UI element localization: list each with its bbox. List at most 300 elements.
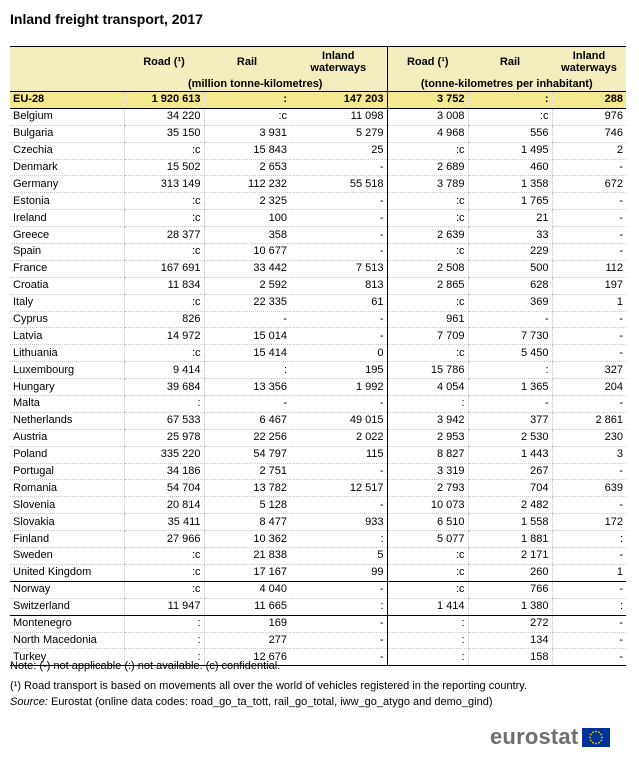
country-cell: Malta <box>10 396 124 413</box>
value-cell: 2 639 <box>387 227 468 244</box>
value-cell: 6 467 <box>204 412 290 429</box>
value-cell: 2 865 <box>387 277 468 294</box>
table-row <box>10 244 626 261</box>
table-row <box>10 142 626 159</box>
value-cell: 639 <box>552 480 626 497</box>
value-cell: 4 968 <box>387 125 468 142</box>
value-cell: 204 <box>552 379 626 396</box>
value-cell: 12 676 <box>204 649 290 666</box>
value-cell: 976 <box>552 108 626 125</box>
value-cell: 369 <box>468 294 552 311</box>
country-cell: Luxembourg <box>10 362 124 379</box>
flag-star <box>590 739 592 741</box>
header-rail: Rail <box>204 47 290 78</box>
value-cell: 2 530 <box>468 429 552 446</box>
country-cell: France <box>10 260 124 277</box>
value-cell: :c <box>124 564 204 581</box>
value-cell: 500 <box>468 260 552 277</box>
table-row <box>10 396 626 413</box>
value-cell: - <box>204 311 290 328</box>
value-cell: - <box>468 396 552 413</box>
value-cell: 115 <box>290 446 387 463</box>
notes <box>10 658 527 710</box>
table-row <box>10 581 626 598</box>
table-row <box>10 108 626 125</box>
value-cell: 27 966 <box>124 531 204 548</box>
value-cell: 7 709 <box>387 328 468 345</box>
value-cell: 961 <box>387 311 468 328</box>
value-cell: 2 592 <box>204 277 290 294</box>
value-cell: 35 150 <box>124 125 204 142</box>
value-cell: :c <box>124 193 204 210</box>
value-cell: - <box>552 227 626 244</box>
value-cell: :c <box>124 142 204 159</box>
value-cell: - <box>290 396 387 413</box>
value-cell: 55 518 <box>290 176 387 193</box>
value-cell: - <box>552 581 626 598</box>
table-row <box>10 497 626 514</box>
value-cell: 21 <box>468 210 552 227</box>
value-cell: : <box>204 362 290 379</box>
value-cell: 1 443 <box>468 446 552 463</box>
value-cell: - <box>552 159 626 176</box>
country-cell: Germany <box>10 176 124 193</box>
table-row <box>10 260 626 277</box>
value-cell: 377 <box>468 412 552 429</box>
value-cell: : <box>552 598 626 615</box>
header-inland-per-inh: Inland waterways <box>552 47 626 78</box>
source-text: Eurostat (online data codes: road_go_ta_tott, rail_go_total, iww_go_atygo and demo_gind) <box>47 696 493 708</box>
value-cell: :c <box>124 548 204 565</box>
value-cell: : <box>468 362 552 379</box>
value-cell: 7 513 <box>290 260 387 277</box>
value-cell: : <box>552 531 626 548</box>
value-cell: 267 <box>468 463 552 480</box>
header-inland: Inland waterways <box>290 47 387 78</box>
value-cell: : <box>387 649 468 666</box>
value-cell: 1 992 <box>290 379 387 396</box>
value-cell: 5 <box>290 548 387 565</box>
table-row <box>10 345 626 362</box>
value-cell: 2 022 <box>290 429 387 446</box>
value-cell: 4 040 <box>204 581 290 598</box>
country-cell: Italy <box>10 294 124 311</box>
value-cell: - <box>552 210 626 227</box>
country-cell: Czechia <box>10 142 124 159</box>
value-cell: 22 256 <box>204 429 290 446</box>
table-row <box>10 463 626 480</box>
value-cell: 277 <box>204 632 290 649</box>
value-cell: - <box>290 328 387 345</box>
eurostat-logo <box>490 724 610 750</box>
country-cell: Norway <box>10 581 124 598</box>
source-label: Source: <box>10 696 48 708</box>
value-cell: 5 077 <box>387 531 468 548</box>
value-cell: - <box>552 244 626 261</box>
value-cell: 628 <box>468 277 552 294</box>
value-cell: : <box>387 396 468 413</box>
value-cell: 230 <box>552 429 626 446</box>
table-row <box>10 429 626 446</box>
country-cell: Denmark <box>10 159 124 176</box>
value-cell: :c <box>124 581 204 598</box>
value-cell: 67 533 <box>124 412 204 429</box>
value-cell: - <box>290 159 387 176</box>
value-cell: 9 414 <box>124 362 204 379</box>
value-cell: 327 <box>552 362 626 379</box>
value-cell: 17 167 <box>204 564 290 581</box>
value-cell: 704 <box>468 480 552 497</box>
value-cell: 13 356 <box>204 379 290 396</box>
value-cell: 2 689 <box>387 159 468 176</box>
table-row <box>10 548 626 565</box>
value-cell: 13 782 <box>204 480 290 497</box>
value-cell: - <box>468 311 552 328</box>
value-cell: :c <box>387 581 468 598</box>
flag-star <box>593 731 595 733</box>
note-road: (¹) Road transport is based on movements all over the world of vehicles registered in the reporting country. <box>10 680 528 692</box>
country-cell: Bulgaria <box>10 125 124 142</box>
value-cell: 2 325 <box>204 193 290 210</box>
value-cell: 460 <box>468 159 552 176</box>
flag-star <box>596 730 598 732</box>
table-row-aggregate <box>10 92 626 109</box>
freight-table <box>10 46 626 666</box>
country-cell: Switzerland <box>10 598 124 615</box>
value-cell: - <box>290 632 387 649</box>
value-cell: 15 414 <box>204 345 290 362</box>
value-cell: 672 <box>552 176 626 193</box>
value-cell: 34 220 <box>124 108 204 125</box>
value-cell: 1 920 613 <box>124 92 204 109</box>
table-row <box>10 446 626 463</box>
table-row <box>10 564 626 581</box>
table-row <box>10 412 626 429</box>
table-row <box>10 615 626 632</box>
value-cell: :c <box>468 108 552 125</box>
value-cell: 54 704 <box>124 480 204 497</box>
value-cell: - <box>290 581 387 598</box>
flag-star <box>599 731 601 733</box>
table-row <box>10 362 626 379</box>
table-row <box>10 193 626 210</box>
value-cell: 4 054 <box>387 379 468 396</box>
country-cell: Slovenia <box>10 497 124 514</box>
value-cell: :c <box>387 345 468 362</box>
table-row <box>10 632 626 649</box>
value-cell: :c <box>387 294 468 311</box>
value-cell: : <box>290 598 387 615</box>
value-cell: 2 482 <box>468 497 552 514</box>
value-cell: - <box>290 463 387 480</box>
table-row <box>10 379 626 396</box>
value-cell: 1 <box>552 564 626 581</box>
value-cell: :c <box>387 210 468 227</box>
flag-star <box>593 741 595 743</box>
value-cell: : <box>124 615 204 632</box>
value-cell: 10 677 <box>204 244 290 261</box>
value-cell: 11 098 <box>290 108 387 125</box>
unit-right: (tonne-kilometres per inhabitant) <box>387 77 626 92</box>
value-cell: 10 362 <box>204 531 290 548</box>
value-cell: 10 073 <box>387 497 468 514</box>
value-cell: 0 <box>290 345 387 362</box>
value-cell: 3 789 <box>387 176 468 193</box>
table-title: Inland freight transport, 2017 <box>10 11 203 27</box>
country-cell: Turkey <box>10 649 124 666</box>
value-cell: :c <box>124 294 204 311</box>
value-cell: - <box>552 497 626 514</box>
country-cell: Hungary <box>10 379 124 396</box>
country-cell: Portugal <box>10 463 124 480</box>
value-cell: 1 495 <box>468 142 552 159</box>
value-cell: - <box>290 244 387 261</box>
table-row <box>10 125 626 142</box>
table-row <box>10 227 626 244</box>
value-cell: 556 <box>468 125 552 142</box>
value-cell: 313 149 <box>124 176 204 193</box>
table-row <box>10 159 626 176</box>
value-cell: 2 653 <box>204 159 290 176</box>
table-row <box>10 531 626 548</box>
value-cell: - <box>290 210 387 227</box>
table-row <box>10 480 626 497</box>
table-row <box>10 598 626 615</box>
value-cell: 147 203 <box>290 92 387 109</box>
value-cell: 34 186 <box>124 463 204 480</box>
value-cell: 229 <box>468 244 552 261</box>
value-cell: 288 <box>552 92 626 109</box>
value-cell: 2 793 <box>387 480 468 497</box>
country-cell: Netherlands <box>10 412 124 429</box>
value-cell: 11 947 <box>124 598 204 615</box>
flag-star <box>602 736 604 738</box>
value-cell: 15 502 <box>124 159 204 176</box>
value-cell: 112 232 <box>204 176 290 193</box>
value-cell: - <box>290 615 387 632</box>
value-cell: - <box>552 193 626 210</box>
value-cell: : <box>290 531 387 548</box>
country-cell: Lithuania <box>10 345 124 362</box>
country-cell: EU-28 <box>10 92 124 109</box>
value-cell: 260 <box>468 564 552 581</box>
value-cell: : <box>468 92 552 109</box>
value-cell: :c <box>387 193 468 210</box>
value-cell: :c <box>387 244 468 261</box>
value-cell: 54 797 <box>204 446 290 463</box>
value-cell: - <box>204 396 290 413</box>
value-cell: 25 <box>290 142 387 159</box>
value-cell: - <box>290 311 387 328</box>
value-cell: 8 827 <box>387 446 468 463</box>
value-cell: 272 <box>468 615 552 632</box>
flag-star <box>601 739 603 741</box>
value-cell: 172 <box>552 514 626 531</box>
value-cell: 5 450 <box>468 345 552 362</box>
value-cell: 49 015 <box>290 412 387 429</box>
value-cell: : <box>387 615 468 632</box>
country-cell: United Kingdom <box>10 564 124 581</box>
value-cell: 35 411 <box>124 514 204 531</box>
value-cell: 2 953 <box>387 429 468 446</box>
value-cell: :c <box>387 142 468 159</box>
country-cell: Ireland <box>10 210 124 227</box>
value-cell: 11 665 <box>204 598 290 615</box>
value-cell: 6 510 <box>387 514 468 531</box>
note-symbols: Note: (-) not applicable (:) not available. (c) confidential. <box>10 660 281 672</box>
table-row <box>10 176 626 193</box>
value-cell: 100 <box>204 210 290 227</box>
country-cell: Belgium <box>10 108 124 125</box>
country-cell: Romania <box>10 480 124 497</box>
country-cell: Cyprus <box>10 311 124 328</box>
country-cell: Latvia <box>10 328 124 345</box>
country-cell: Montenegro <box>10 615 124 632</box>
value-cell: 1 414 <box>387 598 468 615</box>
value-cell: 1 <box>552 294 626 311</box>
value-cell: 11 834 <box>124 277 204 294</box>
value-cell: 2 861 <box>552 412 626 429</box>
value-cell: - <box>552 396 626 413</box>
country-cell: North Macedonia <box>10 632 124 649</box>
value-cell: 61 <box>290 294 387 311</box>
value-cell: - <box>290 227 387 244</box>
value-cell: 22 335 <box>204 294 290 311</box>
value-cell: 5 279 <box>290 125 387 142</box>
country-cell: Poland <box>10 446 124 463</box>
value-cell: 3 931 <box>204 125 290 142</box>
value-cell: :c <box>387 564 468 581</box>
country-cell: Finland <box>10 531 124 548</box>
value-cell: - <box>552 311 626 328</box>
value-cell: - <box>552 548 626 565</box>
header-blank <box>10 47 124 78</box>
table-row <box>10 311 626 328</box>
value-cell: 933 <box>290 514 387 531</box>
value-cell: : <box>124 649 204 666</box>
value-cell: 826 <box>124 311 204 328</box>
value-cell: 2 508 <box>387 260 468 277</box>
header-road-per-inh: Road (¹) <box>387 47 468 78</box>
flag-star <box>590 733 592 735</box>
table-row <box>10 514 626 531</box>
value-cell: 195 <box>290 362 387 379</box>
value-cell: 2 <box>552 142 626 159</box>
value-cell: 3 752 <box>387 92 468 109</box>
country-cell: Sweden <box>10 548 124 565</box>
value-cell: - <box>552 463 626 480</box>
value-cell: 3 <box>552 446 626 463</box>
value-cell: :c <box>387 548 468 565</box>
value-cell: 813 <box>290 277 387 294</box>
value-cell: 1 558 <box>468 514 552 531</box>
country-cell: Austria <box>10 429 124 446</box>
value-cell: - <box>290 193 387 210</box>
flag-star <box>590 736 592 738</box>
value-cell: 1 881 <box>468 531 552 548</box>
value-cell: 197 <box>552 277 626 294</box>
value-cell: : <box>387 632 468 649</box>
value-cell: 1 358 <box>468 176 552 193</box>
value-cell: 358 <box>204 227 290 244</box>
country-cell: Greece <box>10 227 124 244</box>
source-line <box>10 694 527 710</box>
country-cell: Slovakia <box>10 514 124 531</box>
value-cell: 33 <box>468 227 552 244</box>
value-cell: : <box>124 396 204 413</box>
value-cell: 15 786 <box>387 362 468 379</box>
value-cell: 2 751 <box>204 463 290 480</box>
eu-flag-icon <box>582 728 610 747</box>
value-cell: : <box>204 92 290 109</box>
unit-left: (million tonne-kilometres) <box>124 77 387 92</box>
value-cell: 1 765 <box>468 193 552 210</box>
value-cell: 21 838 <box>204 548 290 565</box>
value-cell: 20 814 <box>124 497 204 514</box>
value-cell: 112 <box>552 260 626 277</box>
value-cell: - <box>552 345 626 362</box>
value-cell: :c <box>204 108 290 125</box>
table-row <box>10 294 626 311</box>
value-cell: :c <box>124 244 204 261</box>
table-row <box>10 328 626 345</box>
value-cell: 3 008 <box>387 108 468 125</box>
country-cell: Spain <box>10 244 124 261</box>
value-cell: - <box>552 632 626 649</box>
header-blank-2 <box>10 77 124 92</box>
table-row <box>10 210 626 227</box>
value-cell: 2 171 <box>468 548 552 565</box>
value-cell: 25 978 <box>124 429 204 446</box>
value-cell: : <box>124 632 204 649</box>
value-cell: 15 843 <box>204 142 290 159</box>
value-cell: 1 365 <box>468 379 552 396</box>
value-cell: 3 319 <box>387 463 468 480</box>
header-rail-per-inh: Rail <box>468 47 552 78</box>
value-cell: :c <box>124 345 204 362</box>
country-cell: Estonia <box>10 193 124 210</box>
value-cell: :c <box>124 210 204 227</box>
flag-star <box>599 741 601 743</box>
value-cell: 14 972 <box>124 328 204 345</box>
value-cell: 335 220 <box>124 446 204 463</box>
value-cell: 5 128 <box>204 497 290 514</box>
value-cell: 158 <box>468 649 552 666</box>
value-cell: - <box>552 649 626 666</box>
country-cell: Croatia <box>10 277 124 294</box>
value-cell: 134 <box>468 632 552 649</box>
value-cell: 28 377 <box>124 227 204 244</box>
value-cell: 33 442 <box>204 260 290 277</box>
value-cell: 3 942 <box>387 412 468 429</box>
value-cell: - <box>552 615 626 632</box>
logo-text: eurostat <box>490 724 579 749</box>
value-cell: 12 517 <box>290 480 387 497</box>
header-road: Road (¹) <box>124 47 204 78</box>
table-row <box>10 277 626 294</box>
value-cell: 7 730 <box>468 328 552 345</box>
value-cell: - <box>552 328 626 345</box>
value-cell: 1 380 <box>468 598 552 615</box>
value-cell: 99 <box>290 564 387 581</box>
value-cell: - <box>290 649 387 666</box>
value-cell: 15 014 <box>204 328 290 345</box>
flag-star <box>601 733 603 735</box>
value-cell: 8 477 <box>204 514 290 531</box>
value-cell: - <box>290 497 387 514</box>
value-cell: 167 691 <box>124 260 204 277</box>
value-cell: 169 <box>204 615 290 632</box>
